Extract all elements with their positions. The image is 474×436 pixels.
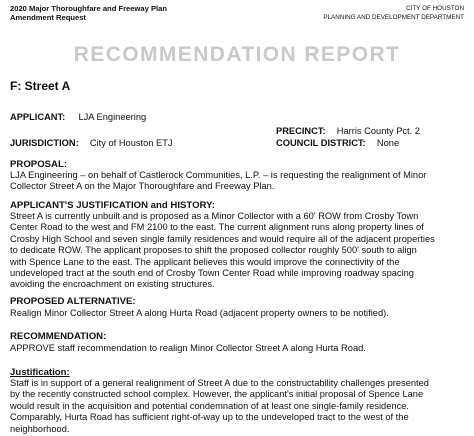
text-line: Staff is in support of a general realignment of Street A due to the constructability challenges presented: [10, 378, 429, 388]
city-name: CITY OF HOUSTON: [406, 5, 464, 12]
justification-body: [10, 378, 470, 435]
jurisdiction-value: City of Houston ETJ: [89, 138, 173, 148]
alternative-body: [10, 308, 470, 319]
precinct-row: [276, 126, 420, 136]
justification-history-heading: APPLICANT'S JUSTIFICATION and HISTORY:: [10, 200, 215, 211]
text-line: neighborhood.: [10, 423, 70, 434]
precinct-label: PRECINCT:: [276, 126, 326, 136]
recommendation-body: [10, 343, 470, 354]
department-header: [323, 4, 464, 22]
text-line: APPROVE staff recommendation to realign Minor Collector Street A along Hurta Road.: [10, 343, 366, 353]
justification-heading: Justification:: [10, 367, 70, 378]
applicant-row: [10, 112, 146, 122]
proposal-body: [10, 170, 470, 193]
report-banner: RECOMMENDATION REPORT: [73, 43, 401, 66]
recommendation-heading: RECOMMENDATION:: [10, 331, 107, 342]
plan-subtitle: Amendment Request: [10, 13, 86, 22]
council-row: [276, 138, 399, 148]
text-line: LJA Engineering – on behalf of Castlerock Communities, L.P. – is requesting the realignment of Minor: [10, 170, 427, 180]
applicant-label: APPLICANT:: [10, 112, 66, 122]
precinct-value: Harris County Pct. 2: [336, 126, 420, 136]
text-line: by the recently constructed school complex. However, the applicant's initial proposal of Spence Lane: [10, 389, 424, 400]
justification-history-body: [10, 211, 470, 291]
text-line: Comparably, Hurta Road has sufficient right-of-way up to the undeveloped tract to the west of the: [10, 412, 409, 423]
plan-title: 2020 Major Thoroughfare and Freeway Plan: [10, 4, 167, 13]
department-name: PLANNING AND DEVELOPMENT DEPARTMENT: [323, 14, 464, 21]
text-line: to dedicate ROW. The applicant proposes to shift the proposed collector roughly 500' south to align: [10, 245, 417, 256]
text-line: Street A is currently unbuilt and is proposed as a Minor Collector with a 60' ROW from Crosby Town: [10, 211, 419, 221]
applicant-value: LJA Engineering: [78, 112, 147, 122]
proposal-heading: PROPOSAL:: [10, 159, 68, 170]
jurisdiction-label: JURISDICTION:: [10, 138, 79, 148]
text-line: would result in the acquisition and potential condemnation of at least one single-family residence.: [10, 400, 409, 411]
section-title: F: Street A: [10, 79, 71, 93]
alternative-heading: PROPOSED ALTERNATIVE:: [10, 296, 136, 307]
text-line: Center Road to the west and FM 2100 to the east. The current alignment runs along property lines of: [10, 222, 424, 233]
council-value: None: [376, 138, 400, 148]
text-line: avoiding the encroachment on existing structures.: [10, 279, 215, 290]
text-line: Collector Street A on the Major Thoroughfare and Freeway Plan.: [10, 181, 275, 192]
council-label: COUNCIL DISTRICT:: [276, 138, 366, 148]
jurisdiction-row: [10, 138, 173, 148]
plan-header: [10, 4, 167, 22]
text-line: with Spence Lane to the east. The applicant believes this would improve the connectivity of the: [10, 256, 400, 267]
text-line: Realign Minor Collector Street A along Hurta Road (adjacent property owners to be notified).: [10, 308, 389, 318]
text-line: undeveloped tract at the south end of Crosby Town Center Road while improving roadway spacing: [10, 268, 414, 279]
text-line: Crosby High School and seven single family residences and would require all of the adjacent properties: [10, 233, 435, 244]
